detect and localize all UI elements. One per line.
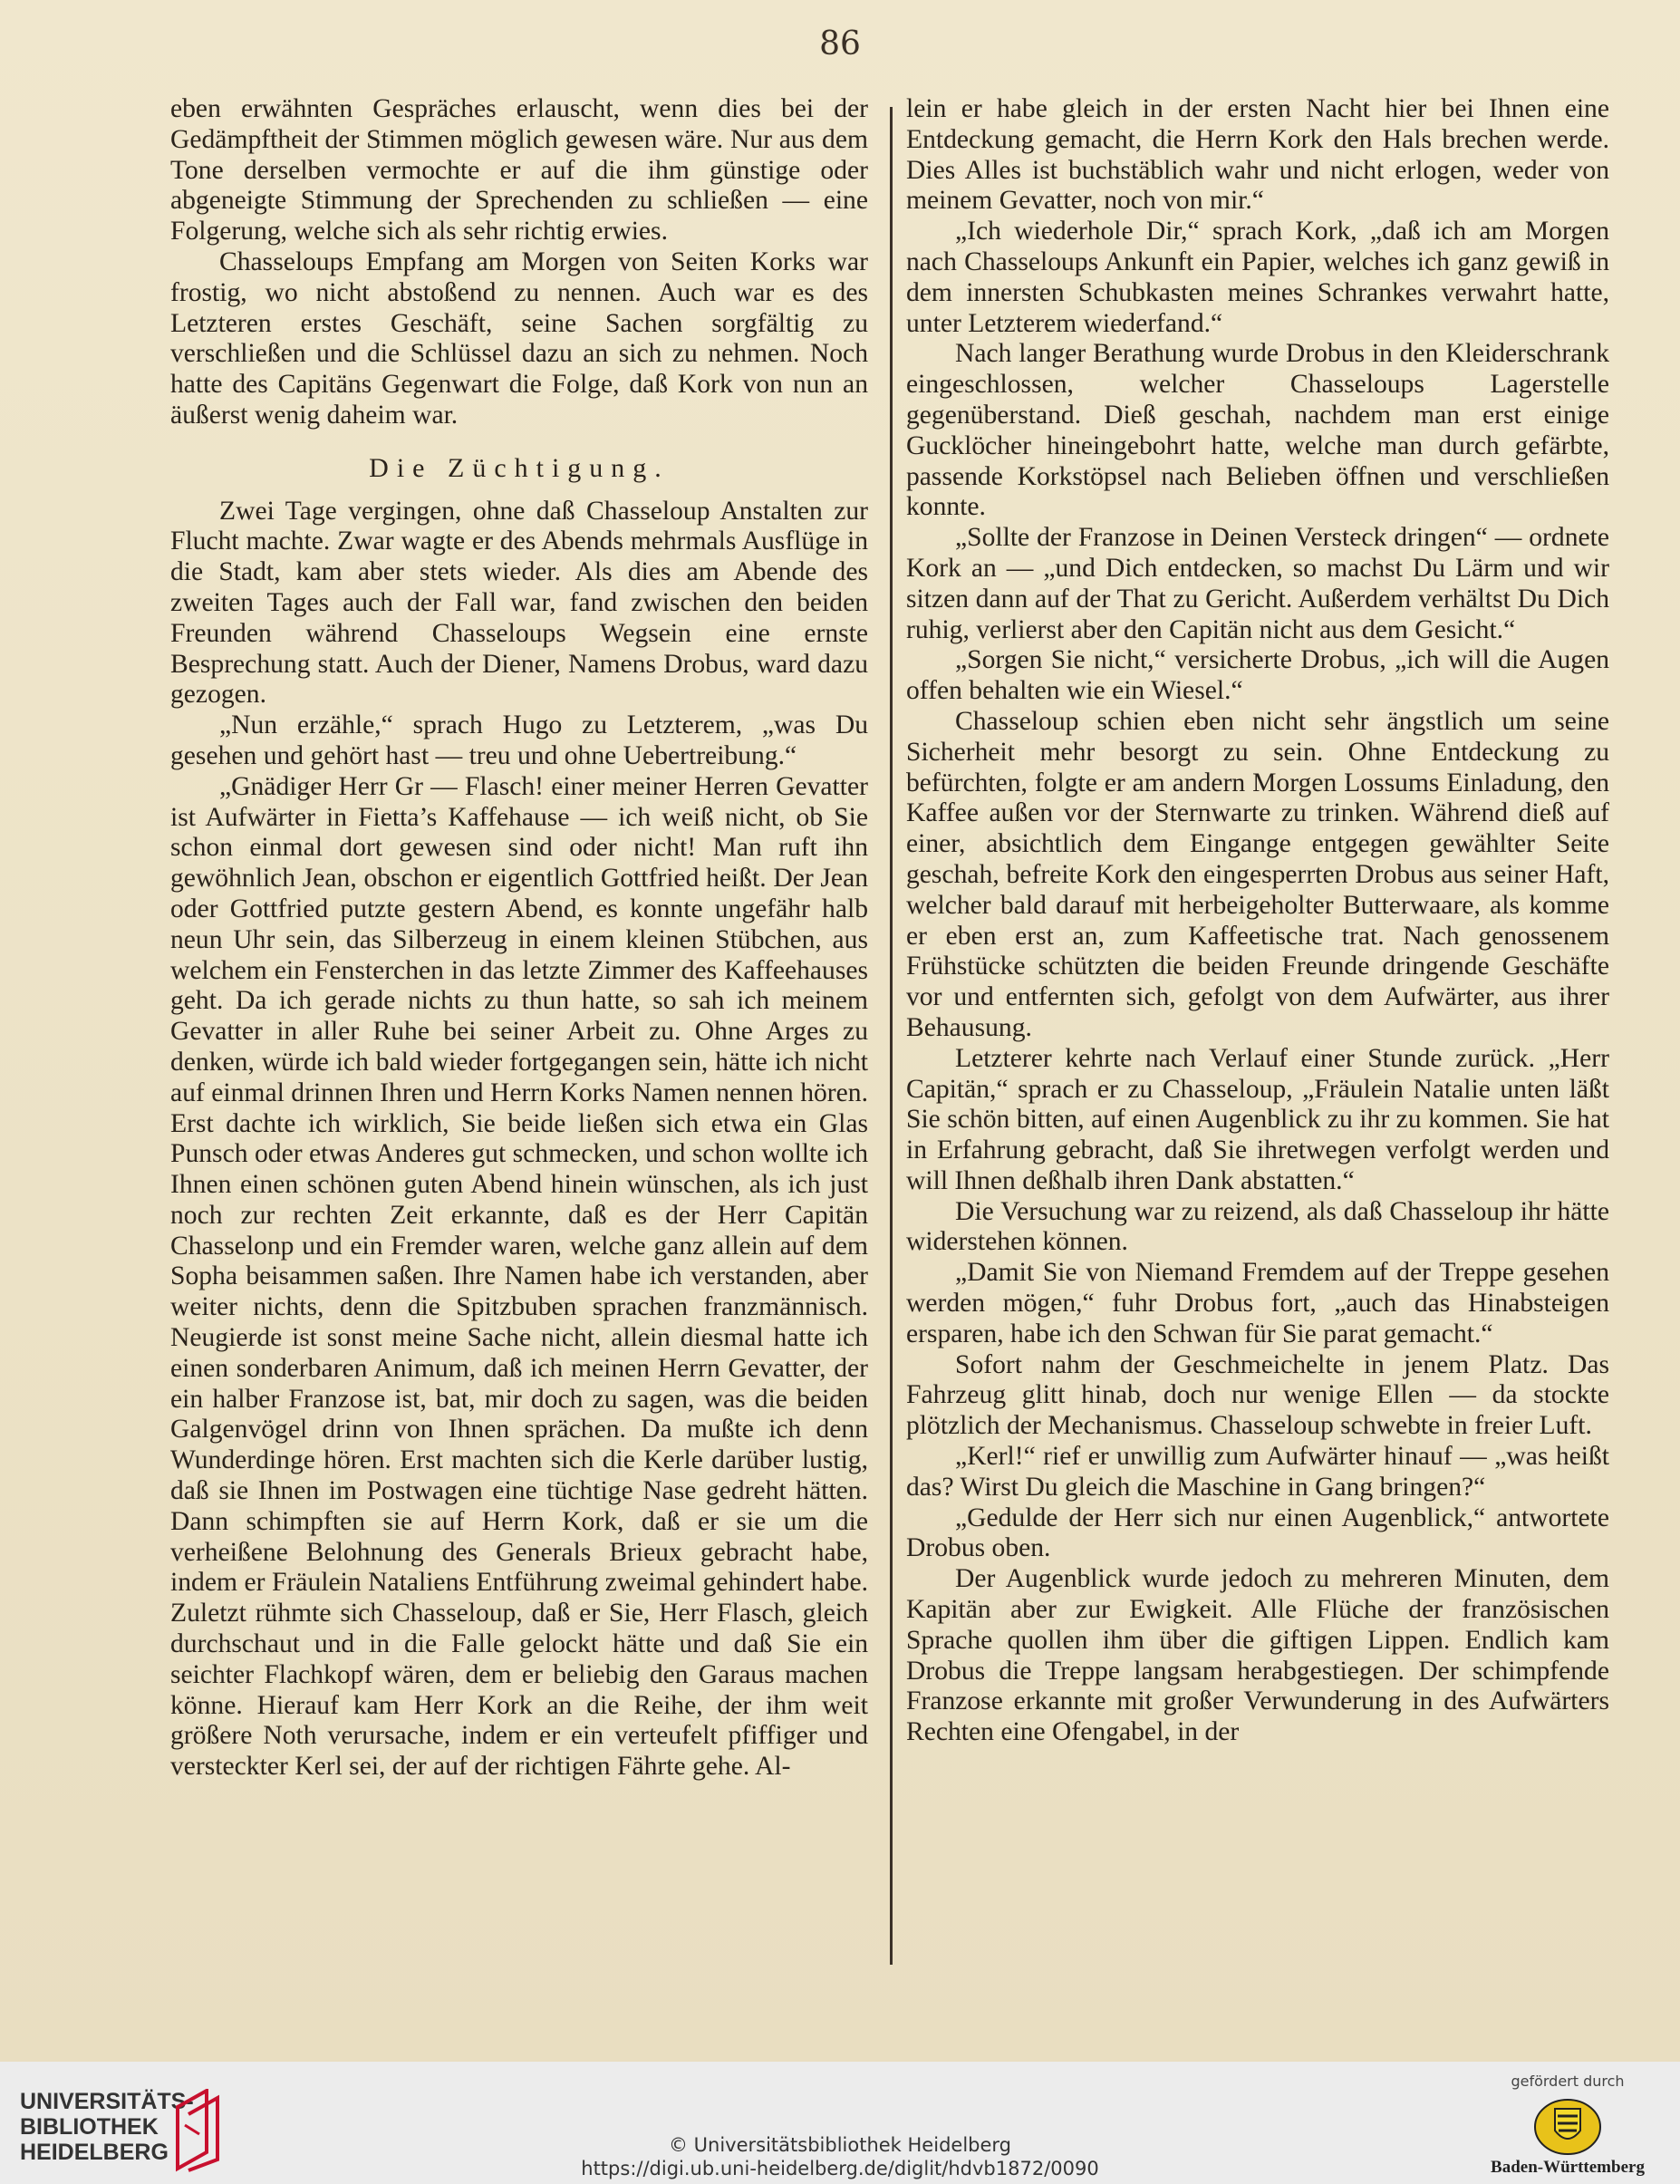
paragraph: „Sorgen Sie nicht,“ versicherte Drobus, „ich will die Augen offen behalten wie ein Wiesel.“ [906, 645, 1609, 706]
sponsor-label: gefördert durch [1511, 2073, 1625, 2090]
library-logo-text: UNIVERSITÄTS- BIBLIOTHEK HEIDELBERG [20, 2089, 194, 2165]
paragraph: Letzterer kehrte nach Verlauf einer Stunde zurück. „Herr Capitän,“ sprach er zu Chasseloup, „Fräulein Natalie unten läßt Sie schön bitten, auf einen Augenblick zu ihr zu kommen. Sie hat in Erfahrung gebracht, daß Sie ihretwegen verfolgt werden und will Ihnen deßhalb ihren Dank abstatten.“ [906, 1043, 1609, 1195]
paragraph: Sofort nahm der Geschmeichelte in jenem Platz. Das Fahrzeug glitt hinab, doch nur wenige Ellen — da stockte plötzlich der Mechanismus. Chasseloup schwebte in freier Luft. [906, 1349, 1609, 1441]
paragraph: Der Augenblick wurde jedoch zu mehreren Minuten, dem Kapitän aber zur Ewigkeit. Alle Flüche der französischen Sprache quollen ihm über die giftigen Lippen. Endlich kam Drobus die Treppe langsam herabgestiegen. Der schimpfende Franzose erkannte mit großer Verwunderung in des Aufwärters Rechten eine Ofengabel, in der [906, 1564, 1609, 1747]
copyright-notice: © Universitätsbibliothek Heidelberg [668, 2134, 1011, 2156]
page-number: 86 [819, 25, 861, 63]
footer-bar [0, 2062, 1680, 2184]
paragraph: „Damit Sie von Niemand Fremdem auf der Treppe gesehen werden mögen,“ fuhr Drobus fort, „auch das Hinabsteigen ersparen, habe ich den Schwan für Sie parat gemacht.“ [906, 1258, 1609, 1348]
paragraph: „Nun erzähle,“ sprach Hugo zu Letzterem, „was Du gesehen und gehört hast — treu und ohne Uebertreibung.“ [170, 710, 868, 770]
sponsor-block[interactable] [1477, 2073, 1658, 2179]
left-column-bottom-text [170, 497, 868, 1783]
permalink-url[interactable]: https://digi.ub.uni-heidelberg.de/diglit/hdvb1872/0090 [581, 2158, 1099, 2179]
paragraph: „Gnädiger Herr Gr — Flasch! einer meiner Herren Gevatter ist Aufwärter in Fietta’s Kaffehause — ich weiß nicht, ob Sie schon einmal dort gewesen sind oder nicht! Man ruft ihn gewöhnlich Jean, obschon er eigentlich Gottfried heißt. Der Jean oder Gottfried putzte gestern Abend, es konnte ungefähr halb neun Uhr sein, das Silberzeug in einem kleinen Stübchen, aus welchem ein Fensterchen in das letzte Zimmer des Kaffeehauses geht. Da ich gerade nichts zu thun hatte, so sah ich meinem Gevatter in aller Ruhe bei seiner Arbeit zu. Ohne Arges zu denken, würde ich bald wieder fortgegangen sein, hätte ich nicht auf einmal drinnen Ihren und Herrn Korks Namen nennen hören. Erst dachte ich wirklich, Sie beide ließen sich etwa ein Glas Punsch oder etwas Anderes gut schmecken, und schon wollte ich Ihnen einen schönen guten Abend hinein wünschen, als ich just noch zur rechten Zeit erkannte, daß es der Herr Capitän Chasselonp und ein Fremder waren, welche ganz allein auf dem Sopha beisammen saßen. Ihre Namen habe ich verstanden, aber weiter nichts, denn die Spitzbuben sprachen franzmännisch. Neugierde ist sonst meine Sache nicht, allein diesmal hatte ich einen sonderbaren Animum, daß ich meinen Herrn Gevatter, der ein halber Franzose ist, bat, mir doch zu sagen, was die beiden Galgenvögel drinn von Ihnen sprächen. Da mußte ich denn Wunderdinge hören. Erst machten sich die Kerle darüber lustig, daß sie Ihnen im Postwagen eine tüchtige Nase gedreht hätten. Dann schimpften sie auf Herrn Kork, daß er sie um die verheißene Belohnung des Generals Brieux gebracht habe, indem er Fräulein Nataliens Entführung zweimal gehindert habe. Zuletzt rühmte sich Chasseloup, daß er Sie, Herr Flasch, gleich durchschaut und in die Falle gelockt hätte und daß Sie ein seichter Flachkopf wären, dem er beliebig den Garaus machen könne. Hierauf kam Herr Kork an die Reihe, der ihm weit größere Noth verursache, indem er ein verteufelt pfiffiger und versteckter Kerl sei, der auf der richtigen Fährte gehe. Al- [170, 771, 868, 1782]
column-divider [890, 107, 893, 1965]
paragraph: Chasseloup schien eben nicht sehr ängstlich um seine Sicherheit mehr besorgt zu sein. Ohne Entdeckung zu befürchten, folgte er am andern Morgen Lossums Einladung, den Kaffee außen vor der Sternwarte zu trinken. Während dieß auf einer, absichtlich dem Eingange entgegen gewählter Seite geschah, befreite Kork den eingesperrten Drobus aus seiner Haft, welcher bald darauf mit herbeigeholter Butterwaare, als komme er eben erst an, zum Kaffeetische trat. Nach genossenem Frühstücke schützten die beiden Freunde dringende Geschäfte vor und entfernten sich, gefolgt von dem Aufwärter, aus ihrer Behausung. [906, 706, 1609, 1042]
paragraph: „Sollte der Franzose in Deinen Versteck dringen“ — ordnete Kork an — „und Dich entdecken, so machst Du Lärm und wir sitzen dann auf der That zu Gericht. Außerdem verhältst Du Dich ruhig, verlierst aber den Capitän nicht aus dem Gesicht.“ [906, 523, 1609, 644]
paragraph: „Kerl!“ rief er unwillig zum Aufwärter hinauf — „was heißt das? Wirst Du gleich die Maschine in Gang bringen?“ [906, 1442, 1609, 1502]
paragraph: Nach langer Berathung wurde Drobus in den Kleiderschrank eingeschlossen, welcher Chasseloups Lagerstelle gegenüberstand. Dieß geschah, nachdem man erst einige Gucklöcher hineingebohrt hatte, welche man durch gefärbte, passende Korkstöpsel nach Belieben öffnen und verschließen konnte. [906, 339, 1609, 522]
section-heading: Die Züchtigung. [369, 452, 670, 483]
right-column-text [906, 94, 1609, 1748]
sponsor-name: Baden-Württemberg [1491, 2158, 1645, 2177]
paragraph: eben erwähnten Gespräches erlauscht, wenn dies bei der Gedämpftheit der Stimmen möglich gewesen wäre. Nur aus dem Tone derselben vermochte er auf die ihm günstige oder abgeneigte Stimmung der Sprechenden zu schließen — eine Folgerung, welche sich als sehr richtig erwies. [170, 94, 868, 246]
left-column [170, 94, 868, 1783]
paragraph: „Ich wiederhole Dir,“ sprach Kork, „daß ich am Morgen nach Chasseloups Ankunft ein Papier, welches ich ganz gewiß in dem innersten Schubkasten meines Schrankes verwahrt hatte, unter Letzterem wiederfand.“ [906, 217, 1609, 338]
left-column-top-text [170, 94, 868, 431]
paragraph: Die Versuchung war zu reizend, als daß Chasseloup ihr hätte widerstehen können. [906, 1196, 1609, 1257]
paragraph: Zwei Tage vergingen, ohne daß Chasseloup Anstalten zur Flucht machte. Zwar wagte er des Abends mehrmals Ausflüge in die Stadt, kam aber stets wieder. Als dies am Abende des zweiten Tages auch der Fall war, fand zwischen den beiden Freunden während Chasseloups Wegsein eine ernste Besprechung statt. Auch der Diener, Namens Drobus, ward dazu gezogen. [170, 496, 868, 710]
right-column [906, 94, 1609, 1748]
paragraph: lein er habe gleich in der ersten Nacht hier bei Ihnen eine Entdeckung gemacht, die Herrn Kork den Hals brechen werde. Dies Alles ist buchstäblich wahr und nicht erlogen, weder von meinem Gevatter, noch von mir.“ [906, 94, 1609, 216]
coat-of-arms-icon [1533, 2096, 1602, 2156]
paragraph: „Gedulde der Herr sich nur einen Augenblick,“ antwortete Drobus oben. [906, 1503, 1609, 1563]
paragraph: Chasseloups Empfang am Morgen von Seiten Korks war frostig, wo nicht abstoßend zu nennen. Auch war es des Letzteren erstes Geschäft, seine Sachen sorgfältig zu verschließen und die Schlüssel dazu an sich zu nehmen. Noch hatte des Capitäns Gegenwart die Folge, daß Kork von nun an äußerst wenig daheim war. [170, 246, 868, 430]
